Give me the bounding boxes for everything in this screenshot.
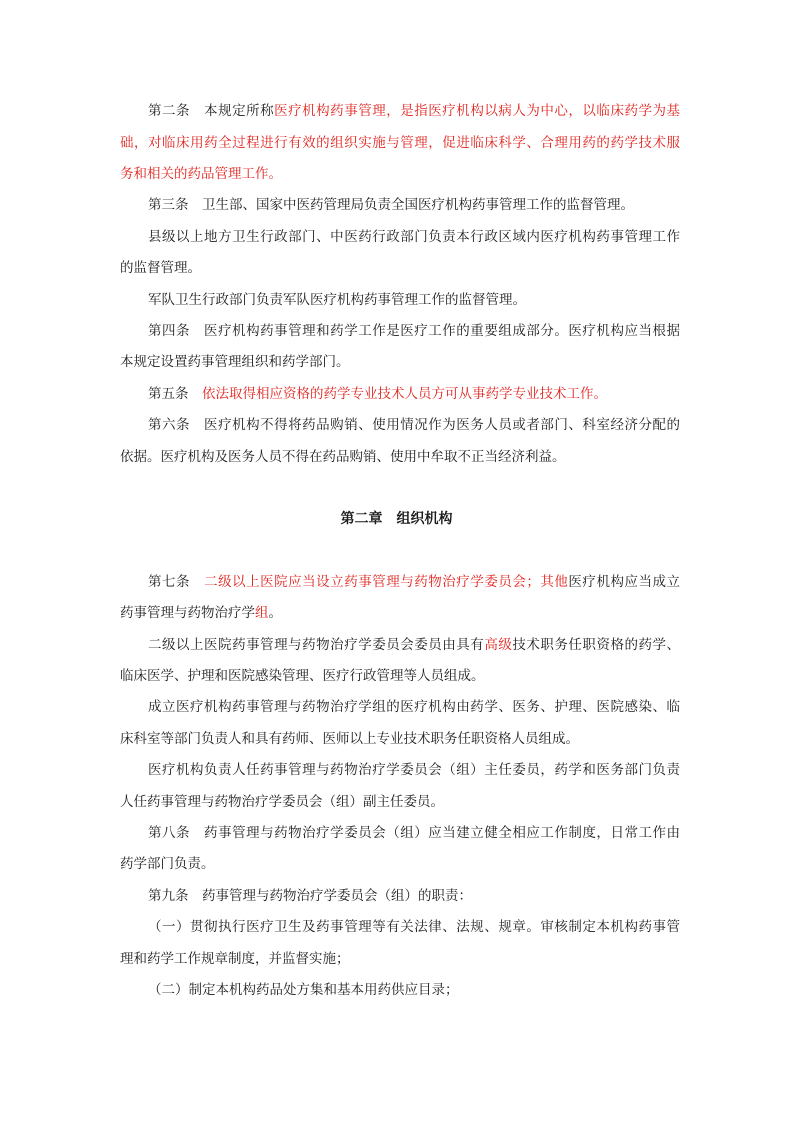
article-7-line-2 (120, 603, 680, 623)
article-3-para-2-line-2: 的监督管理。 (120, 260, 201, 276)
article-2-line-1 (148, 101, 680, 121)
article-8-line-1: 第八条 药事管理与药物治疗学委员会（组）应当建立健全相应工作制度，日常工作由 (148, 825, 680, 841)
article-2-highlight: 医疗机构药事管理，是指医疗机构以病人为中心，以临床药学为基 (274, 103, 681, 119)
article-6-line-2: 依据。医疗机构及医务人员不得在药品购销、使用中牟取不正当经济利益。 (120, 449, 566, 465)
article-9-item-2: （二）制定本机构药品处方集和基本用药供应目录； (148, 982, 459, 998)
article-7-para-2-text-a: 二级以上医院药事管理与药物治疗学委员会委员由具有 (148, 637, 485, 653)
article-9-item-1-line-1: （一）贯彻执行医疗卫生及药事管理等有关法律、法规、规章。审核制定本机构药事管 (148, 919, 680, 935)
article-2-label: 第二条 本规定所称 (148, 103, 275, 119)
article-7-para-2-highlight: 高级 (484, 637, 513, 653)
article-5-highlight: 依法取得相应资格的药学专业技术人员方可从事药学专业技术工作。 (202, 386, 607, 402)
article-7-line-2-highlight: 组 (255, 605, 269, 621)
article-7-line-1 (148, 572, 680, 592)
article-9-item-1-line-2: 理和药学工作规章制度，并监督实施； (120, 951, 350, 967)
article-2-line-2: 础，对临床用药全过程进行有效的组织实施与管理，促进临床科学、合理用药的药学技术服 (120, 135, 680, 151)
article-7-para-3-line-2: 床科室等部门负责人和具有药师、医师以上专业技术职务任职资格人员组成。 (120, 731, 579, 747)
article-2-line-3: 务和相关的药品管理工作。 (120, 166, 282, 182)
article-3-para-3: 军队卫生行政部门负责军队医疗机构药事管理工作的监督管理。 (148, 292, 526, 308)
article-5-label: 第五条 (148, 386, 202, 402)
article-7-para-4-line-1: 医疗机构负责人任药事管理与药物治疗学委员会（组）主任委员，药学和医务部门负责 (148, 762, 680, 778)
article-8-line-2: 药学部门负责。 (120, 856, 215, 872)
article-7-line-2-period: 。 (268, 605, 282, 621)
article-6-line-1: 第六条 医疗机构不得将药品购销、使用情况作为医务人员或者部门、科室经济分配的 (148, 417, 680, 433)
article-7-para-4-line-2: 人任药事管理与药物治疗学委员会（组）副主任委员。 (120, 794, 444, 810)
article-3-line-1: 第三条 卫生部、国家中医药管理局负责全国医疗机构药事管理工作的监督管理。 (148, 197, 634, 213)
article-4-line-2: 本规定设置药事管理组织和药学部门。 (120, 354, 350, 370)
article-4-line-1: 第四条 医疗机构药事管理和药学工作是医疗工作的重要组成部分。医疗机构应当根据 (148, 323, 680, 339)
chapter-2-heading: 第二章 组织机构 (340, 511, 453, 527)
article-7-label: 第七条 (148, 574, 205, 590)
article-7-para-2-line-2: 临床医学、护理和医院感染管理、医疗行政管理等人员组成。 (120, 668, 485, 684)
article-7-para-2-text-c: 技术职务任职资格的药学、 (512, 637, 681, 653)
article-3-para-2-line-1: 县级以上地方卫生行政部门、中医药行政部门负责本行政区域内医疗机构药事管理工作 (148, 229, 680, 245)
article-7-text: 医疗机构应当成立 (568, 574, 681, 590)
article-7-para-2-line-1 (148, 635, 680, 655)
article-5 (148, 384, 680, 404)
article-7-line-2-text: 药事管理与药物治疗学 (120, 605, 255, 621)
article-9-line-1: 第九条 药事管理与药物治疗学委员会（组）的职责： (148, 888, 472, 904)
article-7-para-3-line-1: 成立医疗机构药事管理与药物治疗学组的医疗机构由药学、医务、护理、医院感染、临 (148, 699, 680, 715)
article-7-highlight: 二级以上医院应当设立药事管理与药物治疗学委员会；其他 (204, 574, 569, 590)
